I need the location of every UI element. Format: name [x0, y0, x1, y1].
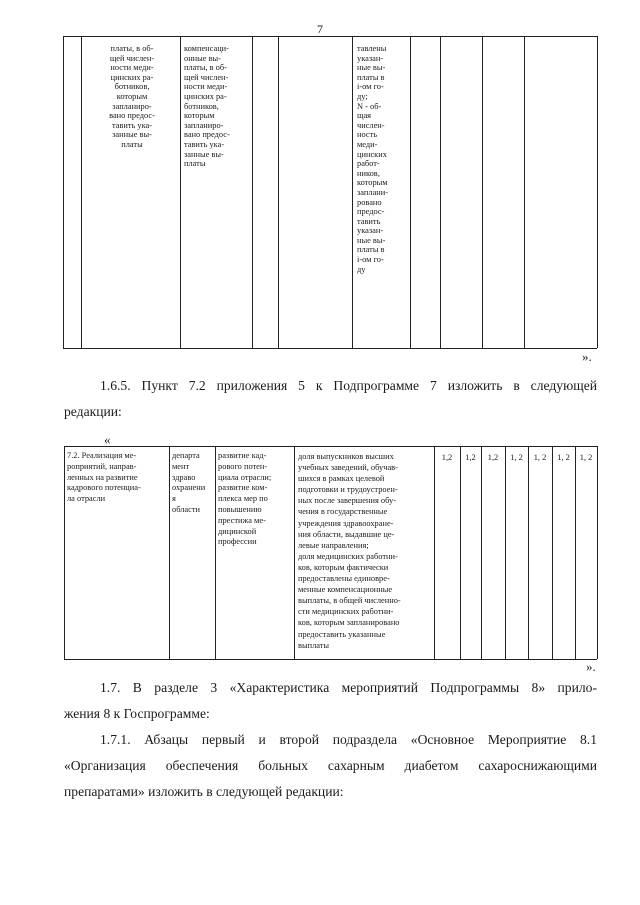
closing-quote: ».	[582, 349, 592, 364]
table2-value-7: 1, 2	[579, 453, 593, 462]
table2-value-2: 1,2	[465, 453, 476, 462]
page-number: 7	[317, 22, 323, 36]
table1-cell-calculation: компенсаци- онные вы- платы, в об- щей числен- ности меди- цинских ра- ботников, которым запланиро- вано предос- тавить ука- занные вы- платы	[184, 44, 230, 169]
table2-value-1: 1,2	[441, 453, 453, 462]
paragraph-1-7-line2: жения 8 к Госпрограмме:	[64, 706, 210, 721]
table2-value-6: 1, 2	[557, 453, 570, 462]
table2-cell-executor: департа мент здраво охранени я области	[172, 451, 206, 514]
paragraph-1-6-5-line2: редакции:	[64, 404, 122, 419]
paragraph-1-6-5-line1: 1.6.5. Пункт 7.2 приложения 5 к Подпрограмме 7 изложить в следующей	[100, 378, 597, 393]
paragraph-1-7-1-line2: «Организация обеспечения больных сахарным диабетом сахароснижающими	[64, 758, 597, 773]
table2-value-3: 1,2	[487, 453, 499, 462]
table2-cell-measure-name: 7.2. Реализация ме- роприятий, направ- ленных на развитие кадрового потенциа- ла отрасли	[67, 451, 141, 504]
table1-cell-formula: тавлены указан- ные вы- платы в i-ом го- ду; N - об- щая числен- ность меди- цинских работ- ников, которым заплани- ровано предос- тавить указан- ные вы- платы в i-ом го- ду	[357, 44, 389, 274]
table2-value-5: 1, 2	[533, 453, 547, 462]
paragraph-1-7-line1: 1.7. В разделе 3 «Характеристика мероприятий Подпрограммы 8» прило-	[100, 680, 597, 695]
closing-quote-2: ».	[586, 659, 596, 674]
table1-cell-indicator: платы, в об- щей числен- ности меди- цинских ра- ботников, которым запланиро- вано предос- тавить ука- занные вы- платы	[109, 44, 155, 149]
paragraph-1-7-1-line3: препаратами» изложить в следующей редакции:	[64, 784, 344, 799]
table2-cell-directions: развитие кад- рового потен- циала отрасли; развитие ком- плекса мер по повышению престижа ме- дицинской профессии	[218, 451, 272, 547]
opening-quote: «	[104, 432, 111, 447]
table2-value-4: 1, 2	[510, 453, 523, 462]
paragraph-1-7-1-line1: 1.7.1. Абзацы первый и второй подраздела «Основное Мероприятие 8.1	[100, 732, 597, 747]
table2-cell-indicators: доля выпускников высших учебных заведений, обучав- шихся в рамках целевой подготовки и трудоустроен- ных после завершения обу- чения в государственные учреждения здравоохране- ния области, выдавшие це- левые направления; доля медицинских работни- ков, которым фактически предоставлены единовре- менные компенсационные выплаты, в общей численно- сти медицинских работни- ков, которым запланировано предоставить указанные выплаты	[298, 452, 401, 650]
